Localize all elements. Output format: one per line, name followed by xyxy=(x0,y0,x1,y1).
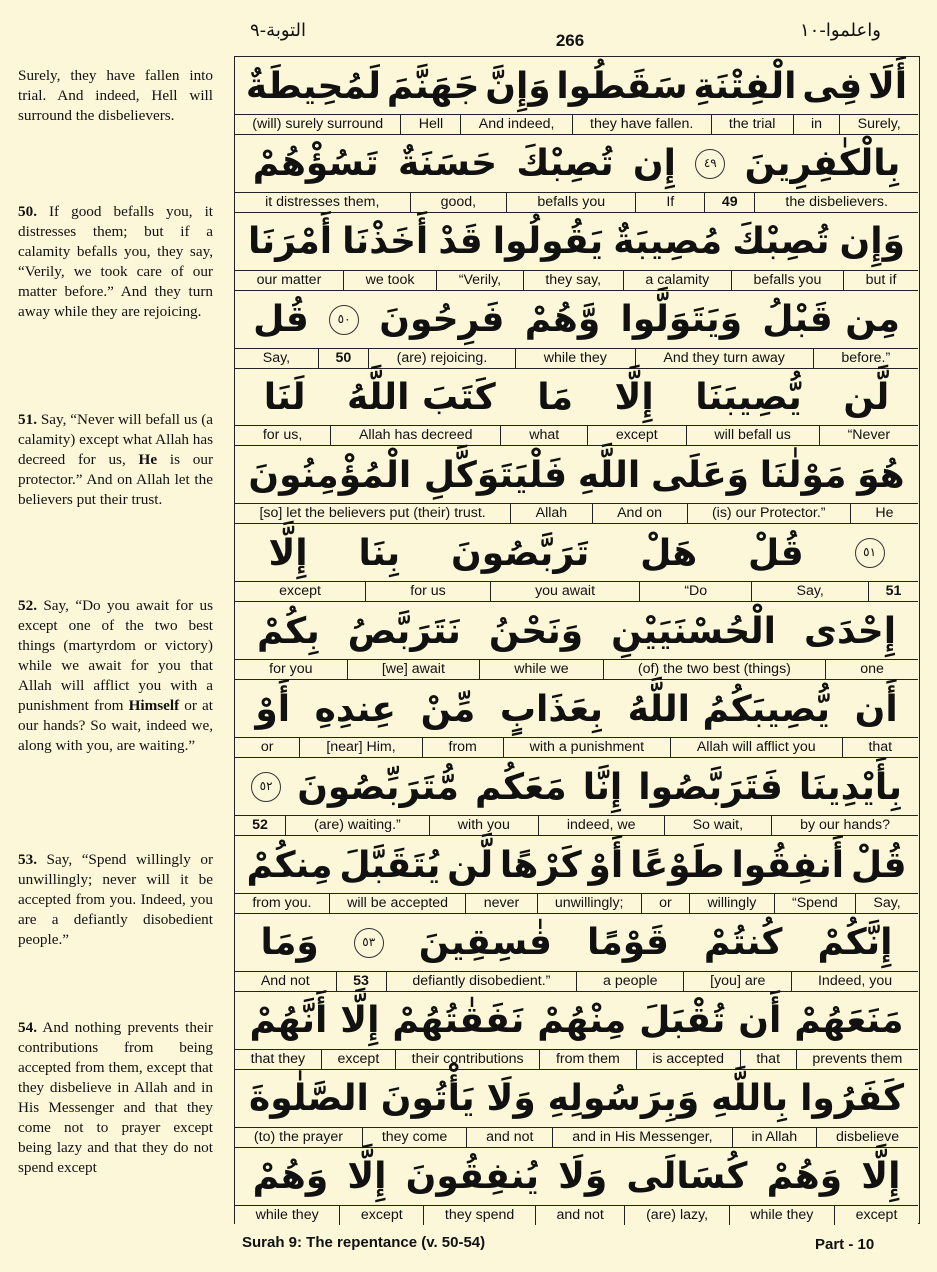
gloss-cell: and in His Messenger, xyxy=(552,1128,731,1147)
verse-number: 50. xyxy=(18,203,37,220)
gloss-cell: (are) waiting.” xyxy=(285,816,429,835)
gloss-cell: And not xyxy=(235,972,336,991)
arabic-word: بِعَذَابٍ xyxy=(499,688,604,730)
arabic-word: هَلْ xyxy=(640,532,698,574)
commentary-verse-50 xyxy=(18,202,213,322)
gloss-cell: what xyxy=(500,426,587,445)
arabic-line xyxy=(235,602,918,660)
gloss-cell: befalls you xyxy=(731,271,843,290)
arabic-line xyxy=(235,680,918,738)
arabic-word: وَلَا xyxy=(558,1156,608,1198)
arabic-word: مِنْهُمْ xyxy=(537,1000,627,1042)
gloss-cell: for you xyxy=(235,660,347,679)
commentary-text: If good befalls you, it distresses them; but if a calamity befalls you, they say, “Verily, we took care of our matter before.” And they turn away while they are rejoicing. xyxy=(18,203,214,320)
gloss-cell: in xyxy=(793,115,840,134)
grid-row xyxy=(235,992,918,1070)
verse-number: 51. xyxy=(18,411,37,428)
gloss-cell: from them xyxy=(539,1050,635,1069)
grid-row xyxy=(235,602,918,680)
arabic-word: كُسَالَى xyxy=(626,1156,748,1198)
gloss-cell: the trial xyxy=(711,115,793,134)
gloss-line xyxy=(235,114,918,134)
arabic-word: فٰسِقِينَ xyxy=(418,922,552,964)
commentary-text: Say, “Do you await for us except one of the two best things (martyrdom or victory) while we await for you that Allah will afflict you with a punishment from xyxy=(18,597,213,714)
grid-row xyxy=(235,914,918,992)
arabic-line xyxy=(235,369,918,427)
arabic-word: يُّصِيبَنَا xyxy=(695,377,802,419)
surah-header: التوبة-٩ xyxy=(250,20,307,41)
commentary-text: Say, “Never will befall us (a calamity) except what Allah has decreed for us, xyxy=(18,411,214,468)
gloss-cell: Allah xyxy=(510,504,591,523)
arabic-word: إِلَّا xyxy=(347,1156,387,1198)
gloss-cell: but if xyxy=(843,271,918,290)
gloss-cell: Say, xyxy=(235,349,318,368)
gloss-cell: [near] Him, xyxy=(299,738,421,757)
gloss-cell: will befall us xyxy=(686,426,819,445)
gloss-line xyxy=(235,659,918,679)
arabic-word: إِلَّا xyxy=(340,1000,380,1042)
gloss-line xyxy=(235,971,918,991)
arabic-word: مِنكُمْ xyxy=(246,844,333,886)
gloss-cell: a calamity xyxy=(623,271,731,290)
commentary-verse-54 xyxy=(18,1018,213,1178)
commentary-verse-51 xyxy=(18,410,213,510)
arabic-line xyxy=(235,524,918,582)
gloss-line xyxy=(235,1127,918,1147)
arabic-word: كَرْهًا xyxy=(499,844,582,886)
gloss-cell: we took xyxy=(343,271,436,290)
gloss-verse-number: 50 xyxy=(318,349,368,368)
arabic-word: مَوْلٰنَا xyxy=(759,455,847,496)
grid-row xyxy=(235,369,918,447)
gloss-cell: that xyxy=(740,1050,796,1069)
arabic-word: بِاللَّهِ xyxy=(711,1078,789,1120)
gloss-cell: indeed, we xyxy=(538,816,664,835)
gloss-cell: If xyxy=(635,193,704,212)
arabic-word: وَّهُمْ xyxy=(524,299,601,341)
arabic-word: تَرَبَّصُونَ xyxy=(451,532,590,574)
commentary-intro xyxy=(18,66,213,126)
gloss-cell: except xyxy=(235,582,365,601)
ayah-number-marker: ٥٠ xyxy=(329,305,359,335)
arabic-word: يَقُولُوا xyxy=(492,221,604,263)
arabic-word: وَإِنَّ xyxy=(485,65,551,107)
gloss-cell: Surely, xyxy=(839,115,918,134)
gloss-cell: by our hands? xyxy=(771,816,918,835)
gloss-cell: And indeed, xyxy=(460,115,571,134)
arabic-word: أَوْ xyxy=(255,688,291,730)
arabic-word: هُوَ xyxy=(857,455,905,496)
gloss-cell: with you xyxy=(429,816,538,835)
arabic-word: اللَّهِ xyxy=(577,455,641,496)
gloss-cell: and not xyxy=(466,1128,552,1147)
gloss-cell: prevents them xyxy=(796,1050,918,1069)
arabic-word: عِندِهِ xyxy=(314,688,397,730)
arabic-word: حَسَنَةٌ xyxy=(397,143,498,185)
arabic-line xyxy=(235,836,918,894)
grid-row xyxy=(235,836,918,914)
gloss-cell: disbelieve xyxy=(816,1128,918,1147)
commentary-bold: He xyxy=(138,451,158,468)
arabic-word: إِلَّا xyxy=(268,532,308,574)
gloss-line xyxy=(235,348,918,368)
arabic-word: يَأْتُونَ xyxy=(380,1078,475,1120)
gloss-line xyxy=(235,192,918,212)
gloss-cell: it distresses them, xyxy=(235,193,410,212)
grid-row xyxy=(235,447,918,525)
gloss-verse-number: 51 xyxy=(868,582,918,601)
gloss-cell: He xyxy=(850,504,918,523)
juz-header: واعلموا-١٠ xyxy=(800,20,881,41)
gloss-cell: except xyxy=(321,1050,395,1069)
gloss-cell: they spend xyxy=(423,1206,535,1225)
arabic-word: فَلْيَتَوَكَّلِ الْمُؤْمِنُونَ xyxy=(248,455,568,496)
gloss-cell: Allah has decreed xyxy=(330,426,500,445)
gloss-cell: that they xyxy=(235,1050,321,1069)
arabic-word: أَنَّهُمْ xyxy=(249,1000,328,1042)
commentary-text: Say, “Spend willingly or unwillingly; never will it be accepted from you. Indeed, you are a defiantly disobedient people.” xyxy=(18,851,213,948)
arabic-line xyxy=(235,57,918,115)
gloss-cell: while they xyxy=(515,349,635,368)
grid-row xyxy=(235,57,918,135)
arabic-word: مُّتَرَبِّصُونَ xyxy=(297,766,459,808)
gloss-cell: their contributions xyxy=(395,1050,539,1069)
gloss-cell: in Allah xyxy=(732,1128,817,1147)
arabic-word: وَإِن xyxy=(839,221,905,263)
gloss-cell: (to) the prayer xyxy=(235,1128,362,1147)
arabic-word: تُقْبَلَ xyxy=(639,1000,726,1042)
gloss-cell: (are) rejoicing. xyxy=(368,349,515,368)
gloss-cell: “Do xyxy=(639,582,751,601)
arabic-word: الْفِتْنَةِ xyxy=(693,65,797,107)
grid-row xyxy=(235,758,918,836)
arabic-word: جَهَنَّمَ xyxy=(386,65,480,107)
arabic-word: لَّن xyxy=(843,377,890,419)
footer-part: Part - 10 xyxy=(815,1236,875,1253)
gloss-verse-number: 49 xyxy=(704,193,754,212)
arabic-word: أَلَا xyxy=(867,65,908,107)
gloss-line xyxy=(235,1205,918,1225)
commentary-text: And nothing prevents their contributions from being accepted from them, except that they disbelieve in Allah and in His Messenger and that they come not to prayer except being lazy and that they do not spend except xyxy=(18,1019,213,1176)
arabic-word: أَوْ xyxy=(588,844,624,886)
gloss-line xyxy=(235,893,918,913)
arabic-word: مَا xyxy=(537,377,574,419)
arabic-line xyxy=(235,291,918,349)
gloss-cell: for us xyxy=(365,582,490,601)
arabic-word: سَقَطُوا xyxy=(556,65,688,107)
verse-number: 53. xyxy=(18,851,37,868)
gloss-line xyxy=(235,270,918,290)
grid-row xyxy=(235,135,918,213)
arabic-line xyxy=(235,213,918,271)
gloss-cell: our matter xyxy=(235,271,343,290)
arabic-word: أَمْرَنَا xyxy=(248,221,333,263)
gloss-cell: So wait, xyxy=(664,816,772,835)
arabic-word: مَنَعَهُمْ xyxy=(794,1000,904,1042)
gloss-cell: before.” xyxy=(813,349,918,368)
arabic-word: قُل xyxy=(253,299,309,341)
arabic-word: أَنفِقُوا xyxy=(731,844,845,886)
gloss-cell: And they turn away xyxy=(635,349,813,368)
gloss-cell: unwillingly; xyxy=(537,894,641,913)
page-number: 266 xyxy=(555,31,585,50)
gloss-cell: you await xyxy=(490,582,639,601)
arabic-word: إِنَّكُمْ xyxy=(817,922,893,964)
gloss-cell: is accepted xyxy=(636,1050,740,1069)
arabic-word: مَعَكُم xyxy=(474,766,567,808)
grid-row xyxy=(235,213,918,291)
arabic-line xyxy=(235,135,918,193)
gloss-cell: or xyxy=(235,738,299,757)
arabic-word: لَّن xyxy=(447,844,494,886)
grid-row xyxy=(235,1148,918,1226)
arabic-word: لَمُحِيطَةٌ xyxy=(245,65,382,107)
arabic-line xyxy=(235,447,918,505)
arabic-word: فِى xyxy=(802,65,863,107)
gloss-cell: befalls you xyxy=(506,193,635,212)
gloss-cell: Indeed, you xyxy=(791,972,918,991)
arabic-word: إِلَّا xyxy=(861,1156,901,1198)
gloss-cell: [we] await xyxy=(347,660,479,679)
gloss-cell: “Never xyxy=(819,426,918,445)
gloss-cell: defiantly disobedient.” xyxy=(386,972,577,991)
grid-row xyxy=(235,680,918,758)
gloss-cell: will be accepted xyxy=(329,894,466,913)
gloss-cell: a people xyxy=(576,972,683,991)
ayah-number-marker: ٤٩ xyxy=(695,149,725,179)
gloss-cell: they say, xyxy=(523,271,623,290)
arabic-word: وَبِرَسُولِهِ xyxy=(547,1078,700,1120)
gloss-cell: from you. xyxy=(235,894,329,913)
grid-row xyxy=(235,1070,918,1148)
gloss-line xyxy=(235,425,918,445)
arabic-word: نَتَرَبَّصُ xyxy=(347,610,461,652)
verse-number: 54. xyxy=(18,1019,37,1036)
arabic-word: مِن قَبْلُ xyxy=(762,299,900,341)
ayah-number-marker: ٥٢ xyxy=(251,772,281,802)
arabic-word: بِنَا xyxy=(358,532,401,574)
gloss-cell: Say, xyxy=(855,894,918,913)
arabic-word: أَن xyxy=(854,688,898,730)
arabic-word: قَدْ xyxy=(438,221,483,263)
gloss-cell: willingly xyxy=(689,894,774,913)
arabic-word: مِّنْ xyxy=(420,688,476,730)
gloss-cell: with a punishment xyxy=(503,738,670,757)
commentary-text: Surely, they have fallen into trial. And indeed, Hell will surround the disbelievers. xyxy=(18,67,213,124)
verse-number: 52. xyxy=(18,597,37,614)
arabic-word: قُلْ xyxy=(850,844,907,886)
gloss-cell: while they xyxy=(729,1206,834,1225)
gloss-cell: [you] are xyxy=(683,972,791,991)
commentary-bold: Himself xyxy=(128,697,180,714)
arabic-line xyxy=(235,1070,918,1128)
arabic-word: إِن xyxy=(632,143,676,185)
gloss-cell: they come xyxy=(362,1128,466,1147)
arabic-word: وَهُمْ xyxy=(252,1156,329,1198)
gloss-line xyxy=(235,815,918,835)
gloss-cell: “Spend xyxy=(774,894,855,913)
arabic-word: نَفَقٰتُهُمْ xyxy=(392,1000,525,1042)
gloss-cell: Hell xyxy=(400,115,460,134)
arabic-word: فَرِحُونَ xyxy=(379,299,505,341)
arabic-word: بِالْكٰفِرِينَ xyxy=(744,143,901,185)
arabic-word: وَهُمْ xyxy=(766,1156,843,1198)
gloss-cell: never xyxy=(465,894,536,913)
arabic-word: قُلْ xyxy=(748,532,804,574)
arabic-word: يُتَقَبَّلَ xyxy=(339,844,441,886)
arabic-word: تَسُؤْهُمْ xyxy=(252,143,379,185)
gloss-cell: while we xyxy=(479,660,603,679)
arabic-line xyxy=(235,914,918,972)
commentary-verse-53 xyxy=(18,850,213,950)
gloss-cell: and not xyxy=(535,1206,625,1225)
gloss-cell: except xyxy=(834,1206,918,1225)
word-by-word-grid xyxy=(234,56,920,1224)
arabic-word: بِأَيْدِينَا xyxy=(798,766,902,808)
arabic-word: أَن xyxy=(738,1000,782,1042)
gloss-cell: And on xyxy=(592,504,687,523)
gloss-cell: (will) surely surround xyxy=(235,115,400,134)
commentary-verse-52 xyxy=(18,596,213,756)
arabic-word: فَتَرَبَّصُوا xyxy=(638,766,783,808)
arabic-line xyxy=(235,992,918,1050)
gloss-cell: the disbelievers. xyxy=(754,193,918,212)
gloss-verse-number: 52 xyxy=(235,816,285,835)
ayah-number-marker: ٥١ xyxy=(855,538,885,568)
gloss-cell: good, xyxy=(410,193,507,212)
gloss-cell: they have fallen. xyxy=(572,115,711,134)
gloss-cell: Say, xyxy=(751,582,868,601)
gloss-cell: except xyxy=(339,1206,423,1225)
gloss-cell: Allah will afflict you xyxy=(670,738,842,757)
gloss-cell: (are) lazy, xyxy=(624,1206,728,1225)
arabic-line xyxy=(235,758,918,816)
arabic-word: الصَّلٰوةَ xyxy=(249,1078,369,1120)
grid-row xyxy=(235,524,918,602)
ayah-number-marker: ٥٣ xyxy=(354,928,384,958)
gloss-cell: [so] let the believers put (their) trust. xyxy=(235,504,510,523)
arabic-word: تُصِبْكَ xyxy=(516,143,614,185)
arabic-word: وَنَحْنُ xyxy=(488,610,584,652)
gloss-verse-number: 53 xyxy=(336,972,386,991)
gloss-cell: while they xyxy=(235,1206,339,1225)
gloss-line xyxy=(235,737,918,757)
arabic-word: إِنَّا xyxy=(582,766,623,808)
commentary-text: is our protector.” And on Allah let the believers put their trust. xyxy=(18,451,214,508)
arabic-word: قَوْمًا xyxy=(586,922,669,964)
gloss-line xyxy=(235,581,918,601)
arabic-word: الْحُسْنَيَيْنِ xyxy=(611,610,776,652)
gloss-cell: one xyxy=(825,660,918,679)
arabic-word: كُنتُمْ xyxy=(703,922,783,964)
gloss-cell: except xyxy=(587,426,686,445)
arabic-word: كَتَبَ اللَّهُ xyxy=(347,377,496,419)
arabic-word: وَعَلَى xyxy=(650,455,750,496)
arabic-word: طَوْعًا xyxy=(630,844,725,886)
gloss-cell: “Verily, xyxy=(436,271,523,290)
arabic-word: إِحْدَى xyxy=(803,610,897,652)
gloss-line xyxy=(235,1049,918,1069)
gloss-cell: from xyxy=(422,738,503,757)
arabic-word: وَمَا xyxy=(260,922,319,964)
arabic-word: مُصِيبَةٌ xyxy=(613,221,723,263)
commentary-text: or at our hands? So wait, indeed we, along with you, are waiting.” xyxy=(18,697,213,754)
arabic-word: يُنفِقُونَ xyxy=(405,1156,539,1198)
gloss-cell: (is) our Protector.” xyxy=(687,504,850,523)
arabic-word: يُّصِيبَكُمُ اللَّهُ xyxy=(627,688,831,730)
gloss-cell: for us, xyxy=(235,426,330,445)
arabic-word: كَفَرُوا xyxy=(800,1078,905,1120)
arabic-word: أَخَذْنَا xyxy=(342,221,429,263)
gloss-cell: or xyxy=(641,894,689,913)
gloss-line xyxy=(235,503,918,523)
gloss-cell: that xyxy=(842,738,918,757)
arabic-word: لَنَا xyxy=(263,377,306,419)
arabic-word: تُصِبْكَ xyxy=(732,221,830,263)
grid-row xyxy=(235,291,918,369)
arabic-word: بِكُمْ xyxy=(257,610,320,652)
footer-surah: Surah 9: The repentance (v. 50-54) xyxy=(242,1234,486,1251)
gloss-cell: (of) the two best (things) xyxy=(603,660,825,679)
arabic-word: إِلَّا xyxy=(614,377,654,419)
arabic-word: وَلَا xyxy=(486,1078,536,1120)
arabic-word: وَيَتَوَلَّوا xyxy=(620,299,743,341)
arabic-line xyxy=(235,1148,918,1206)
